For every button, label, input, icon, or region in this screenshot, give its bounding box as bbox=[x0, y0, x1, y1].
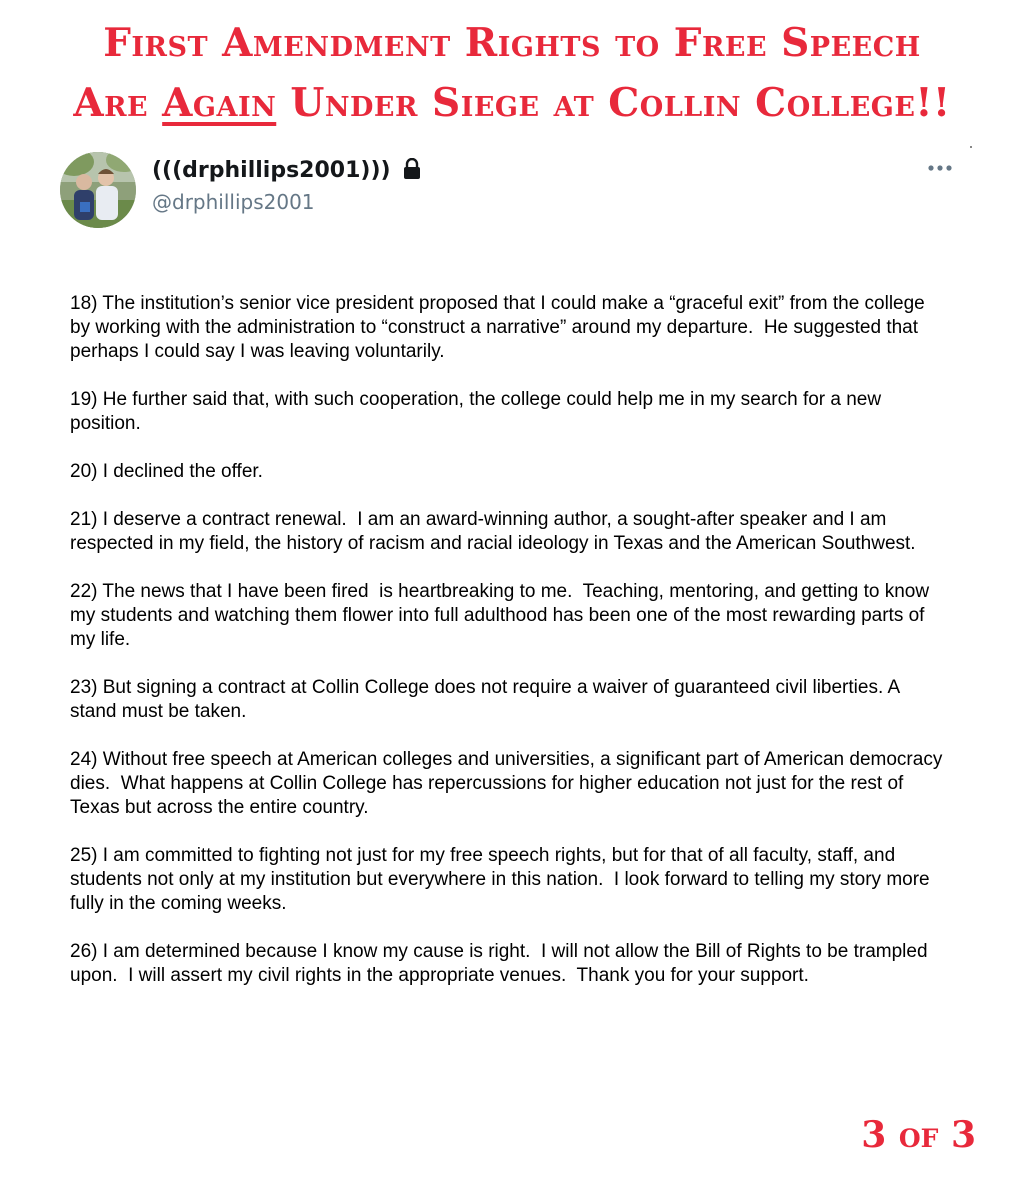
paragraph-26: 26) I am determined because I know my cause is right. I will not allow the Bill of Rights to be trampled upon. I will assert my civil rights in the appropriate venues. Thank you for your support. bbox=[70, 941, 933, 986]
paragraph-23: 23) But signing a contract at Collin College does not require a waiver of guaranteed civil liberties. A stand must be taken. bbox=[70, 677, 905, 722]
paragraph-21: 21) I deserve a contract renewal. I am an award-winning author, a sought-after speaker and I am respected in my field, the history of racism and racial ideology in Texas and the American Southwest. bbox=[70, 509, 916, 554]
paragraph-18: 18) The institution’s senior vice president proposed that I could make a “graceful exit” from the college by working with the administration to “construct a narrative” around my departure. He suggested that perhaps I could say I was leaving voluntarily. bbox=[70, 293, 931, 362]
display-name[interactable] bbox=[152, 158, 422, 183]
headline-line-1: First Amendment Rights to Free Speech bbox=[103, 20, 921, 66]
headline-line-2-start: Are bbox=[73, 80, 163, 126]
headline-emphasis-again: Again bbox=[162, 80, 277, 126]
paragraph-24: 24) Without free speech at American colleges and universities, a significant part of American democracy dies. What happens at Collin College has repercussions for higher education not just for the rest of Texas but across the entire country. bbox=[70, 749, 948, 818]
paragraph-20: 20) I declined the offer. bbox=[70, 461, 263, 482]
lock-icon bbox=[402, 158, 422, 180]
username-handle[interactable]: @drphillips2001 bbox=[152, 190, 315, 214]
ellipsis-icon[interactable] bbox=[924, 156, 956, 180]
headline-line-2 bbox=[0, 80, 1024, 126]
paragraph-22: 22) The news that I have been fired is heartbreaking to me. Teaching, mentoring, and getting to know my students and watching them flower into full adulthood has been one of the most rewarding parts of my life. bbox=[70, 581, 935, 650]
paragraph-25: 25) I am committed to fighting not just for my free speech rights, but for that of all faculty, staff, and students not only at my institution but everywhere in this nation. I look forward to telling my story more fully in the coming weeks. bbox=[70, 845, 935, 914]
paragraph-19: 19) He further said that, with such cooperation, the college could help me in my search for a new position. bbox=[70, 389, 887, 434]
display-name-text: (((drphillips2001))) bbox=[152, 158, 391, 183]
stray-dot bbox=[970, 146, 972, 148]
profile-photo-icon bbox=[60, 152, 136, 228]
page-count-label: 3 of 3 bbox=[861, 1114, 976, 1156]
statement-body bbox=[70, 292, 950, 1012]
tweet-header bbox=[60, 152, 960, 232]
headline-line-2-end: Under Siege at Collin College!! bbox=[276, 80, 951, 126]
avatar[interactable] bbox=[60, 152, 136, 228]
